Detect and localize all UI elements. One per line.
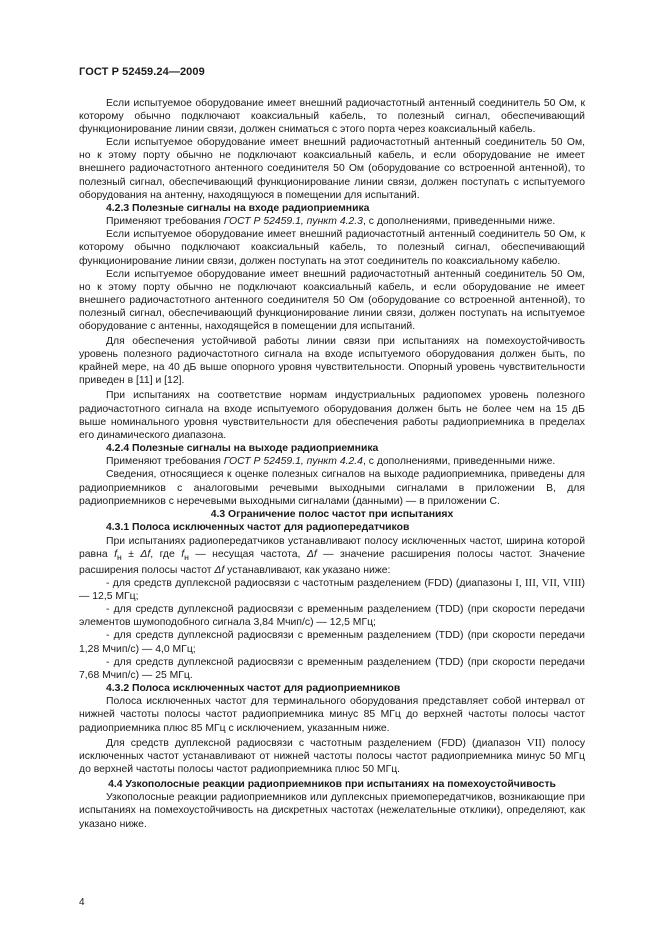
page-header: ГОСТ Р 52459.24—2009: [79, 66, 205, 78]
section-heading-4-3-2: 4.3.2 Полоса исключенных частот для радиоприемников: [106, 682, 401, 694]
paragraph: Для обеспечения устойчивой работы линии связи при испытаниях на помехоустойчивость уровень полезного радиочастотного сигнала на входе испытуемого оборудования должен быть, по крайней мере, на 40 дБ выше опорного уровня чувствительности. Опорный уровень чувствительности приведен в [11] и [12].: [79, 336, 585, 387]
standard-reference: ГОСТ Р 52459.1, пункт 4.2.4: [223, 456, 363, 468]
paragraph: Если испытуемое оборудование имеет внешний радиочастотный антенный соединитель 50 Ом, к которому обычно подключают коаксиальный кабель, то полезный сигнал, обеспечивающий функционирование линии связи, должен сниматься с этого порта через коаксиальный кабель.: [79, 98, 585, 136]
paragraph: При испытаниях на соответствие нормам индустриальных радиопомех уровень полезного радиочастотного сигнала на входе испытуемого оборудования должен быть не более чем на 15 дБ выше номинального уровня чувствительности для обеспечения работы радиоприемника в пределах его динамического диапазона.: [79, 390, 585, 441]
paragraph: Узкополосные реакции радиоприемников или дуплексных приемопередатчиков, возникающие при испытаниях на помехоустойчивость на дискретных частотах (нежелательные отклики), определяют, как указано ниже.: [79, 792, 585, 830]
standard-reference: ГОСТ Р 52459.1, пункт 4.2.3: [223, 216, 363, 228]
list-item: - для средств дуплексной радиосвязи с временным разделением (TDD) (при скорости передачи 1,28 Мчип/с) — 4,0 МГц;: [79, 630, 585, 655]
paragraph: Применяют требования ГОСТ Р 52459.1, пункт 4.2.4, с дополнениями, приведенными ниже.: [106, 456, 556, 468]
paragraph: Применяют требования ГОСТ Р 52459.1, пункт 4.2.3, с дополнениями, приведенными ниже.: [106, 216, 556, 228]
paragraph: Сведения, относящиеся к оценке полезных сигналов на выходе радиоприемника, приведены для радиоприемников с аналоговыми речевыми выходными сигналами в приложении В, для радиоприемников с неречевыми выходными сигналами (данными) — в приложении С.: [79, 469, 585, 507]
paragraph: Полоса исключенных частот для терминального оборудования представляет собой интервал от нижней частоты полосы частот радиоприемника минус 85 МГц до верхней частоты полосы частот радиоприемника плюс 85 МГц с исключением, указанным ниже.: [79, 696, 585, 734]
paragraph: Если испытуемое оборудование имеет внешний радиочастотный антенный соединитель 50 Ом, к которому обычно подключают коаксиальный кабель, то полезный сигнал, обеспечивающий функционирование линии связи, должен поступать на этот соединитель по коаксиальному кабелю.: [79, 229, 585, 267]
section-heading-4-2-3: 4.2.3 Полезные сигналы на входе радиоприемника: [106, 202, 370, 214]
paragraph: Если испытуемое оборудование имеет внешний радиочастотный антенный соединитель 50 Ом, но к этому порту обычно не подключают коаксиальный кабель, и если оборудование не имеет внешнего радиочастотного антенного соединителя 50 Ом (оборудование со встроенной антенной), то полезный сигнал, обеспечивающий функционирование линии связи, должен поступать с испытуемого оборудования на антенну, находящуюся в помещении для испытаний.: [79, 137, 585, 201]
paragraph: Для средств дуплексной радиосвязи с частотным разделением (FDD) (диапазон VII) полосу исключенных частот устанавливают от нижней частоты полосы частот радиоприемника минус 50 МГц до верхней частоты полосы частот радиоприемника плюс 50 МГц.: [79, 736, 586, 775]
page-number: 4: [79, 897, 85, 908]
list-item: - для средств дуплексной радиосвязи с временным разделением (TDD) (при скорости передачи элементов шумоподобного сигнала 3,84 Мчип/с) — 12,5 МГц;: [79, 604, 585, 629]
paragraph: Если испытуемое оборудование имеет внешний радиочастотный антенный соединитель 50 Ом, но к этому порту обычно не подключают коаксиальный кабель, и если оборудование не имеет внешнего радиочастотного антенного соединителя 50 Ом (оборудование со встроенной антенной), то полезный сигнал, обеспечивающий функционирование линии связи, должен поступать на испытуемое оборудование с антенны, находящейся в помещении для испытаний.: [79, 268, 585, 332]
paragraph-formula: При испытаниях радиопередатчиков устанавливают полосу исключенных частот, ширина которой равна $f_н \pm \Delta f$, где $f_н$ — несущая частота, Δf — значение расширения полосы частот. Значение расширения полосы частот Δf устанавливают, как указано ниже:: [79, 535, 585, 576]
section-heading-4-4: 4.4 Узкополосные реакции радиоприемников при испытаниях на помехоустойчивость: [108, 778, 556, 790]
list-item: - для средств дуплексной радиосвязи с временным разделением (TDD) (при скорости передачи 7,68 Мчип/с) — 25 МГц.: [79, 656, 585, 681]
section-heading-4-3: 4.3 Ограничение полос частот при испытаниях: [210, 508, 454, 520]
section-heading-4-2-4: 4.2.4 Полезные сигналы на выходе радиоприемника: [106, 442, 379, 454]
section-heading-4-3-1: 4.3.1 Полоса исключенных частот для радиопередатчиков: [106, 522, 410, 534]
page-body: [79, 97, 585, 831]
list-item: - для средств дуплексной радиосвязи с частотным разделением (FDD) (диапазоны I, III, VII, VIII) — 12,5 МГц;: [79, 577, 585, 603]
